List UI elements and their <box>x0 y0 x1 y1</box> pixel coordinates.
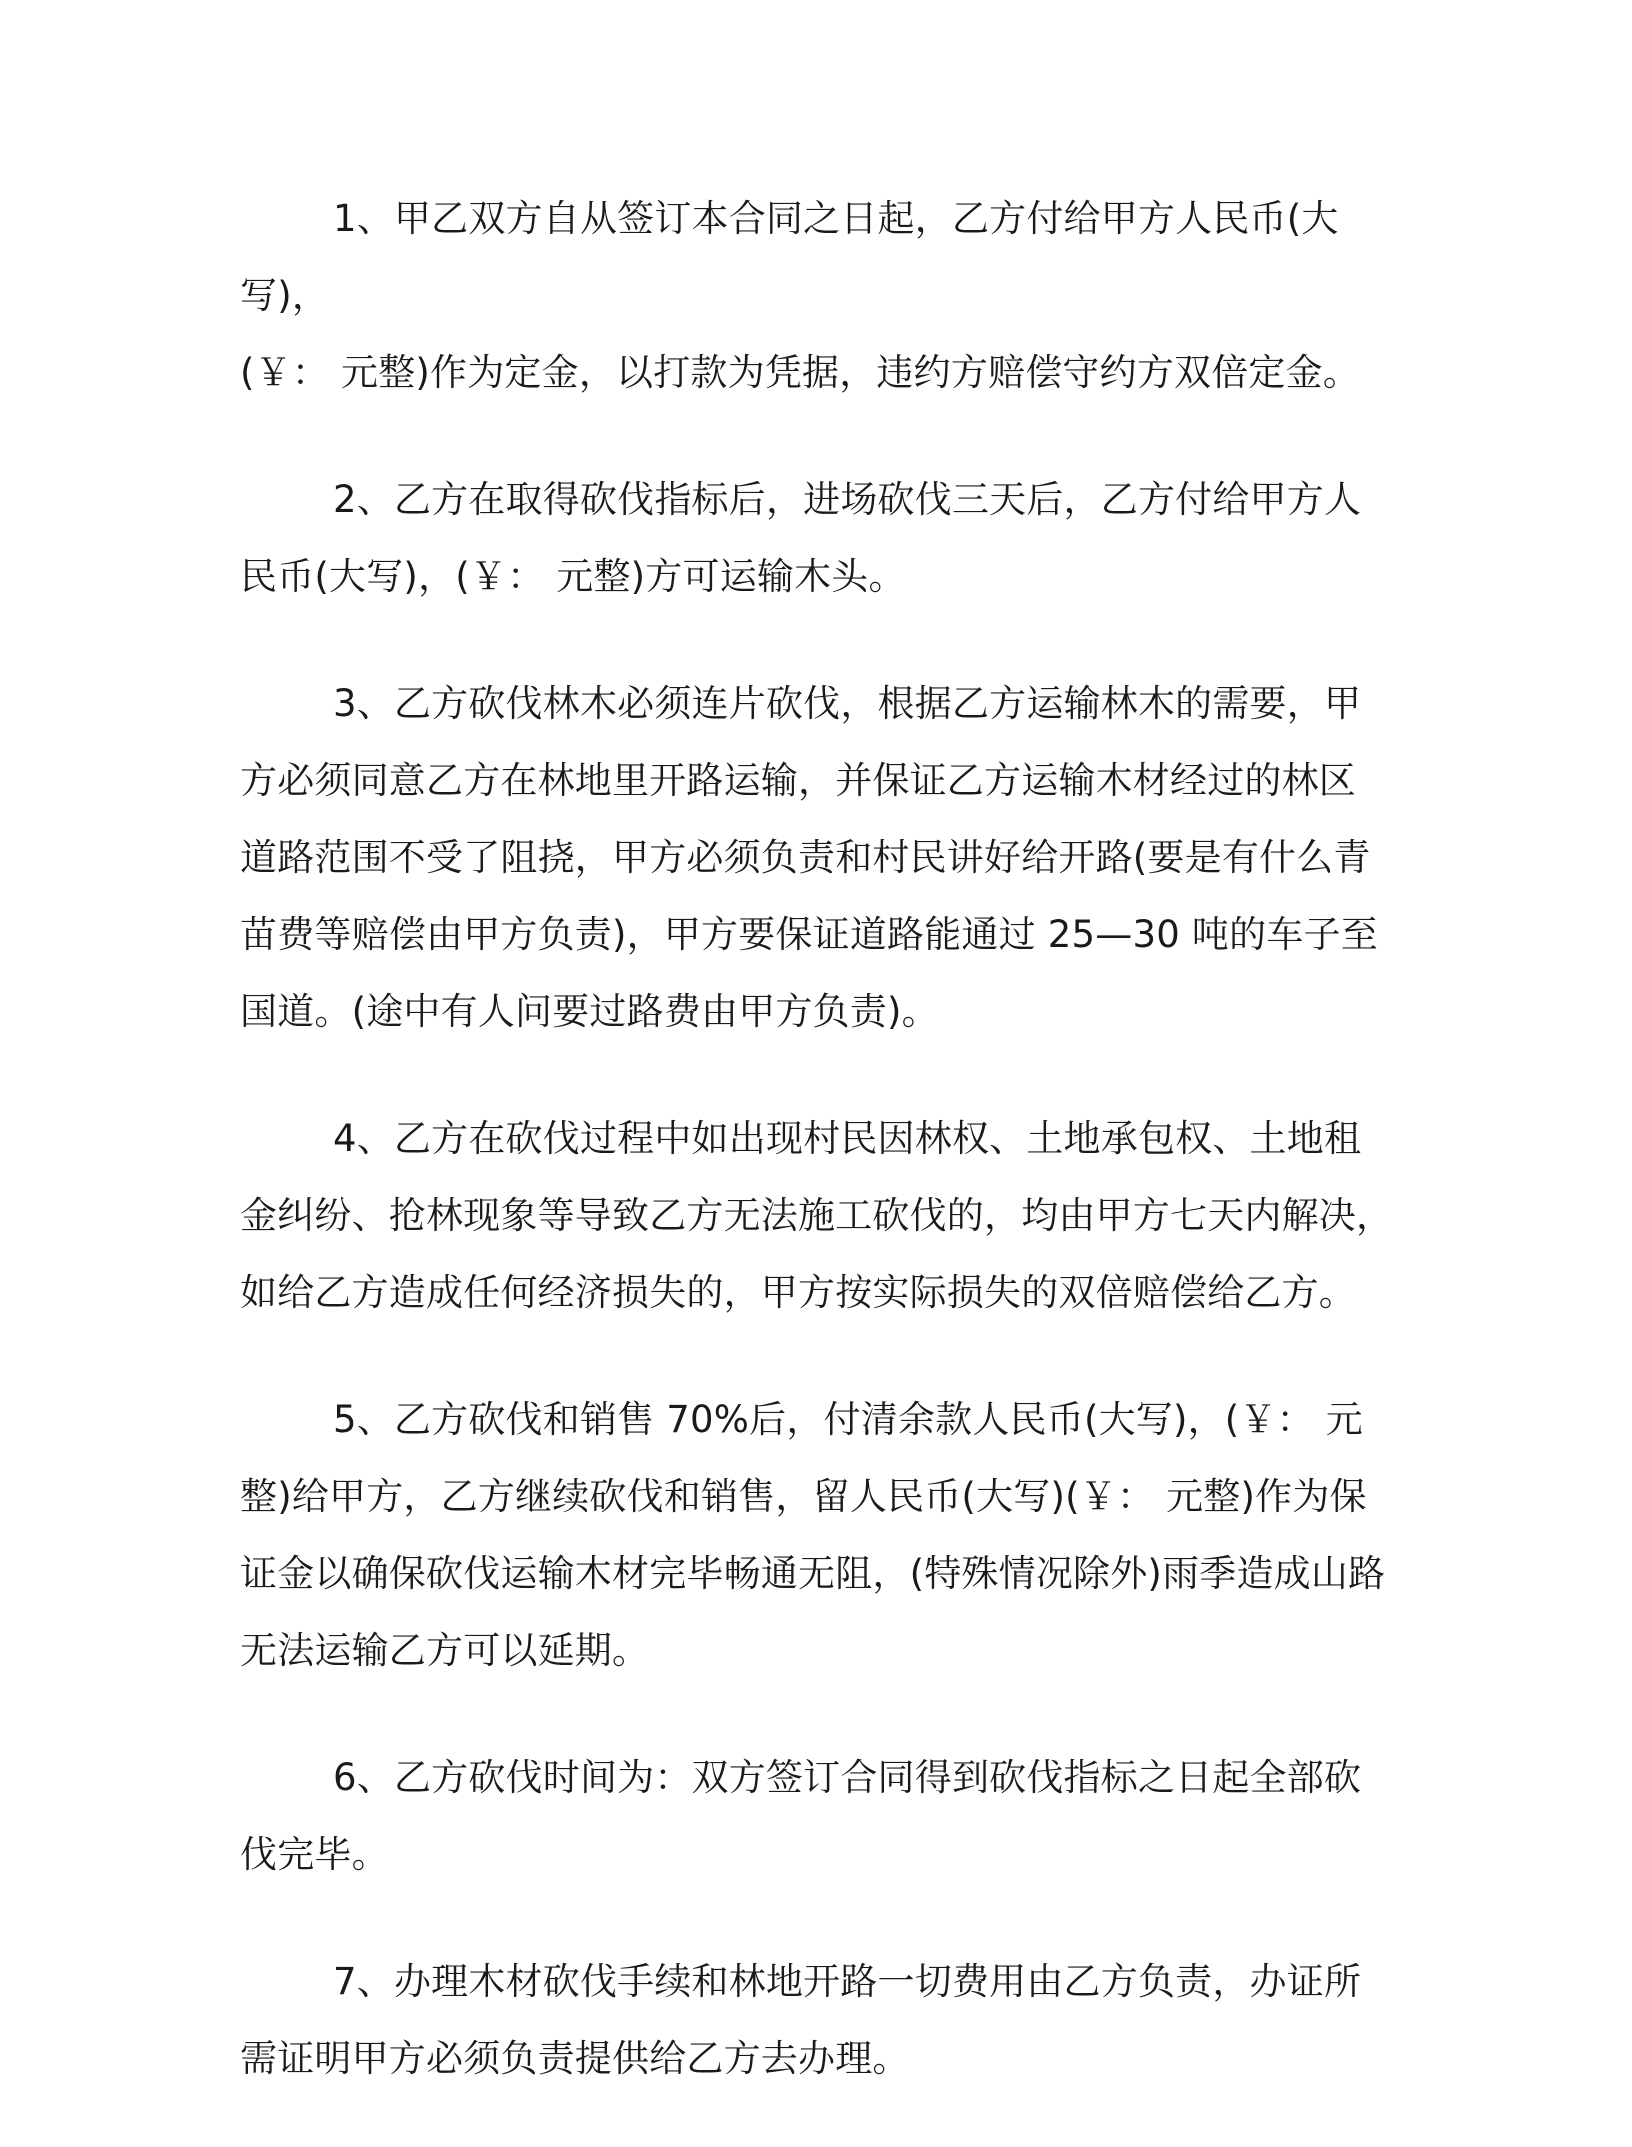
clause-line: 需证明甲方必须负责提供给乙方去办理。 <box>240 2037 910 2080</box>
clause-line: (￥： 元整)作为定金，以打款为凭据，违约方赔偿守约方双倍定金。 <box>240 351 1361 394</box>
clause-line: 1、甲乙双方自从签订本合同之日起，乙方付给甲方人民币(大写)， <box>240 197 1339 317</box>
clause-4 <box>240 1100 1410 1331</box>
clause-line: 金纠纷、抢林现象等导致乙方无法施工砍伐的，均由甲方七天内解决， <box>240 1194 1394 1237</box>
clause-line: 3、乙方砍伐林木必须连片砍伐，根据乙方运输林木的需要，甲 <box>333 682 1362 725</box>
clause-line: 5、乙方砍伐和销售 70%后，付清余款人民币(大写)，(￥： 元 <box>333 1398 1364 1441</box>
clause-line: 证金以确保砍伐运输木材完毕畅通无阻，(特殊情况除外)雨季造成山路 <box>240 1552 1386 1595</box>
clause-line: 苗费等赔偿由甲方负责)，甲方要保证道路能通过 25—30 吨的车子至 <box>240 913 1378 956</box>
clause-2 <box>240 461 1410 615</box>
clause-line: 6、乙方砍伐时间为：双方签订合同得到砍伐指标之日起全部砍 <box>333 1756 1362 1799</box>
clause-1 <box>240 180 1410 411</box>
clause-line: 民币(大写)，(￥： 元整)方可运输木头。 <box>240 555 906 598</box>
clause-line: 方必须同意乙方在林地里开路运输，并保证乙方运输木材经过的林区 <box>240 759 1356 802</box>
clause-3 <box>240 665 1410 1050</box>
clause-6 <box>240 1739 1410 1893</box>
clause-7 <box>240 1943 1410 2097</box>
clause-line: 国道。(途中有人问要过路费由甲方负责)。 <box>240 990 939 1033</box>
clause-line: 伐完毕。 <box>240 1833 389 1876</box>
clause-line: 道路范围不受了阻挠，甲方必须负责和村民讲好给开路(要是有什么青 <box>240 836 1371 879</box>
clause-line: 2、乙方在取得砍伐指标后，进场砍伐三天后，乙方付给甲方人 <box>333 478 1362 521</box>
clause-line: 4、乙方在砍伐过程中如出现村民因林权、土地承包权、土地租 <box>333 1117 1362 1160</box>
clause-line: 7、办理木材砍伐手续和林地开路一切费用由乙方负责，办证所 <box>333 1960 1362 2003</box>
contract-clauses <box>240 180 1410 2147</box>
clause-line: 整)给甲方，乙方继续砍伐和销售，留人民币(大写)(￥： 元整)作为保 <box>240 1475 1367 1518</box>
clause-line: 如给乙方造成任何经济损失的，甲方按实际损失的双倍赔偿给乙方。 <box>240 1271 1356 1314</box>
clause-5 <box>240 1381 1410 1689</box>
clause-line: 无法运输乙方可以延期。 <box>240 1629 650 1672</box>
